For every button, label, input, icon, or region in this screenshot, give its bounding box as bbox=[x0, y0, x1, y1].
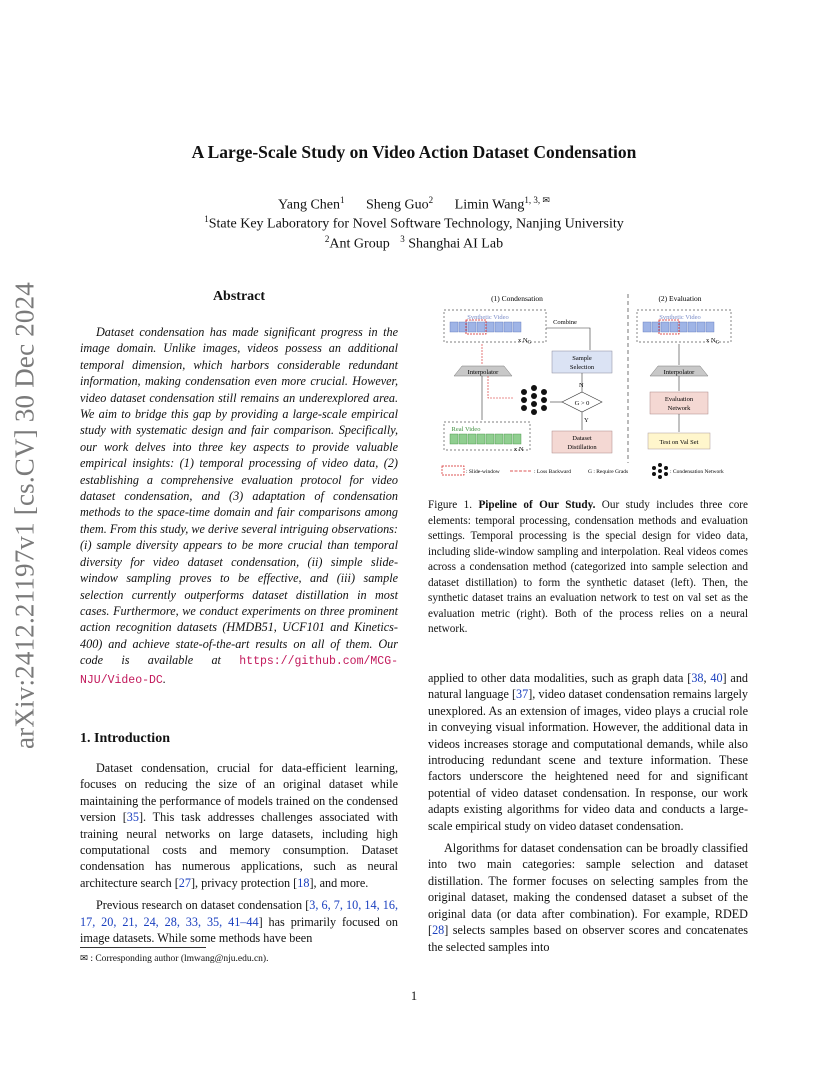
legend-network: : Condensation Network bbox=[670, 469, 724, 475]
affiliation-line-1 bbox=[0, 214, 828, 233]
fig-real-frames bbox=[450, 434, 521, 444]
affiliation-line-2 bbox=[0, 234, 828, 253]
fig-eval-network-text-1: Evaluation bbox=[664, 396, 694, 403]
fig-sample-selection-text-2: Selection bbox=[569, 364, 595, 371]
citation-link[interactable]: 37 bbox=[516, 687, 529, 702]
right-paragraph-2: Algorithms for dataset condensation can be broadly classified into two main categories: sample selection and dataset distillation. The former focuses on selecting samples from the original dataset, making the condensed dataset a subset of the original data (or data after combination). For example, RDED [28] selects samples based on observer scores and concatenates the selected samples into bbox=[428, 841, 748, 954]
caption-bold: Pipeline of Our Study. bbox=[478, 499, 596, 511]
intro-body bbox=[80, 760, 398, 946]
fig-arrow-combine bbox=[546, 328, 590, 350]
fig-synthetic-label: Synthetic Video bbox=[467, 314, 509, 321]
legend-grads: G : Require Grads bbox=[588, 469, 629, 475]
citation-link[interactable]: 38 bbox=[691, 671, 704, 685]
citation-link[interactable]: 3, 6, 7, 10, 14, 16, 17, 20, 21, 24, 28, 33, 35, 41–44 bbox=[80, 898, 399, 929]
fig-g-gt-0: G > 0 bbox=[574, 400, 590, 407]
fig-interpolator-text: Interpolator bbox=[467, 369, 499, 376]
abstract-end: . bbox=[162, 671, 166, 686]
legend-loss: : Loss Backward bbox=[534, 469, 571, 475]
page-number: 1 bbox=[410, 989, 418, 1003]
aff-text: State Key Laboratory for Novel Software Technology, Nanjing University bbox=[208, 216, 624, 232]
fig-xn: x N bbox=[514, 446, 524, 453]
aff-text: Ant Group bbox=[329, 236, 390, 252]
author-sup: 2 bbox=[428, 195, 434, 205]
footnote: ✉ : Corresponding author (lmwang@nju.edu.cn). bbox=[80, 954, 269, 964]
fig-combine: Combine bbox=[553, 319, 577, 326]
fig-synthetic-label-right: Synthetic Video bbox=[659, 314, 701, 321]
pipeline-figure bbox=[432, 288, 752, 483]
fig-y-label: Y bbox=[584, 417, 589, 424]
citation-link[interactable]: 27 bbox=[178, 875, 191, 890]
citation-link[interactable]: 35 bbox=[126, 810, 139, 825]
fig-xng-left: x $N_G$ bbox=[518, 337, 532, 346]
aff-sup: 2 bbox=[324, 234, 330, 244]
author-name: Yang Chen bbox=[278, 197, 341, 213]
fig-label-evaluation: (2) Evaluation bbox=[658, 294, 702, 303]
abstract-text: Dataset condensation has made significant progress in the image domain. Unlike images, videos possess an additional temporal dimension, which harbors considerable redundant information, making condensation even more crucial. However, video dataset condensation still remains an underexplored area. We aim to bridge this gap by providing a large-scale empirical study with systematic design and fair comparison. Specifically, our work delves into three key aspects to provide valuable empirical insights: (1) temporal processing of video data, (2) establishing a comprehensive evaluation protocol for video dataset condensation, and (3) adaptation of condensation methods to the space-time domain and fair comparisons among them. From this study, we derive several intriguing observations: (i) sample diversity appears to be more crucial than temporal diversity for video dataset condensation, (ii) simple slide-window sampling proves to be effective, and (iii) sample selection currently outperforms dataset distillation in most cases. Furthermore, we conduct experiments on three prominent action recognition datasets (HMDB51, UCF101 and Kinetics-400) and achieve state-of-the-art results on all of them. Our code is available at bbox=[80, 325, 398, 668]
intro-paragraph-2: Previous research on dataset condensation [3, 6, 7, 10, 14, 16, 17, 20, 21, 24, 28, 33, 35, 41–44] has primarily focused on image datasets. While some methods have been bbox=[80, 898, 399, 946]
aff-text: Shanghai AI Lab bbox=[408, 236, 504, 252]
author-sup: 1 bbox=[340, 195, 345, 205]
citation-link[interactable]: 40 bbox=[710, 671, 723, 685]
author-list bbox=[0, 195, 828, 214]
author-name: Limin Wang bbox=[454, 197, 525, 213]
citation-link[interactable]: 28 bbox=[432, 923, 445, 938]
paper-title: A Large-Scale Study on Video Action Dataset Condensation bbox=[191, 142, 637, 162]
citation-link[interactable]: 18 bbox=[297, 875, 310, 890]
legend-slide: : Slide-window bbox=[466, 469, 500, 475]
fig-interpolator-text-right: Interpolator bbox=[663, 369, 695, 376]
fig-n-label: N bbox=[579, 382, 584, 389]
right-column-body bbox=[428, 670, 748, 955]
aff-sup: 1 bbox=[204, 214, 209, 224]
aff-sup: 3 bbox=[400, 234, 405, 244]
fig-test-text: Test on Val Set bbox=[659, 439, 699, 446]
fig-condensation-network bbox=[521, 385, 547, 415]
author-name: Sheng Guo bbox=[366, 197, 429, 213]
fig-real-video-label: Real Video bbox=[451, 426, 481, 433]
figure-caption bbox=[428, 498, 748, 638]
footnote-rule bbox=[80, 947, 206, 948]
fig-dataset-distillation-text-1: Dataset bbox=[572, 435, 592, 442]
fig-eval-network-text-2: Network bbox=[667, 405, 691, 412]
caption-label: Figure 1. bbox=[428, 499, 473, 511]
caption-text: Our study includes three core elements: temporal processing, condensation methods and evaluation settings. Temporal processing is the special design for video data, including slide-window sampling and interpolation. Real videos comes across a condensation method (categorized into sample selection and dataset distillation) to form the synthetic dataset (left). Then, the synthetic dataset trains an evaluation network to test on val set as the evaluation metric (right). Both of the process relies on a neural network. bbox=[428, 499, 748, 635]
fig-dataset-distillation-text-2: Distillation bbox=[567, 444, 597, 451]
fig-xng-right: x $N_G$ bbox=[706, 337, 720, 346]
right-paragraph-1: applied to other data modalities, such as graph data [38, 40] and natural language [37], video dataset condensation remains largely unexplored. As an extension of images, video plays a crucial role in conveying visual information. However, the additional data in videos increases storage and computational demands, while also introducing redundant scene and texture information. These factors underscore the heightened need for and significant potential of video dataset condensation. In response, our work adapts existing algorithms for video data and conducts a large-scale empirical study on video dataset condensation. bbox=[428, 671, 749, 833]
abstract-body bbox=[80, 324, 398, 689]
code-link[interactable]: https://github.com/MCG-NJU/Video-DC bbox=[80, 655, 398, 687]
fig-synthetic-frames-left bbox=[450, 322, 521, 332]
fig-sample-selection-text-1: Sample bbox=[572, 355, 592, 362]
author-sup: 1, 3, ✉ bbox=[524, 195, 550, 205]
arxiv-stamp: arXiv:2412.21197v1 [cs.CV] 30 Dec 2024 bbox=[9, 281, 40, 750]
fig-synthetic-frames-right bbox=[643, 322, 714, 332]
fig-label-condensation: (1) Condensation bbox=[491, 294, 543, 303]
abstract-heading: Abstract bbox=[212, 289, 266, 304]
intro-paragraph-1: Dataset condensation, crucial for data-efficient learning, focuses on reducing the size of an original dataset while maintaining the performance of models trained on the condensed version [35]. This task addresses challenges associated with training neural networks on large datasets, including high computational costs and memory consumption. Dataset condensation has numerous applications, such as neural architecture search [27], privacy protection [18], and more. bbox=[80, 761, 398, 890]
section-heading-introduction: 1. Introduction bbox=[80, 731, 170, 746]
fig-legend bbox=[442, 463, 724, 479]
